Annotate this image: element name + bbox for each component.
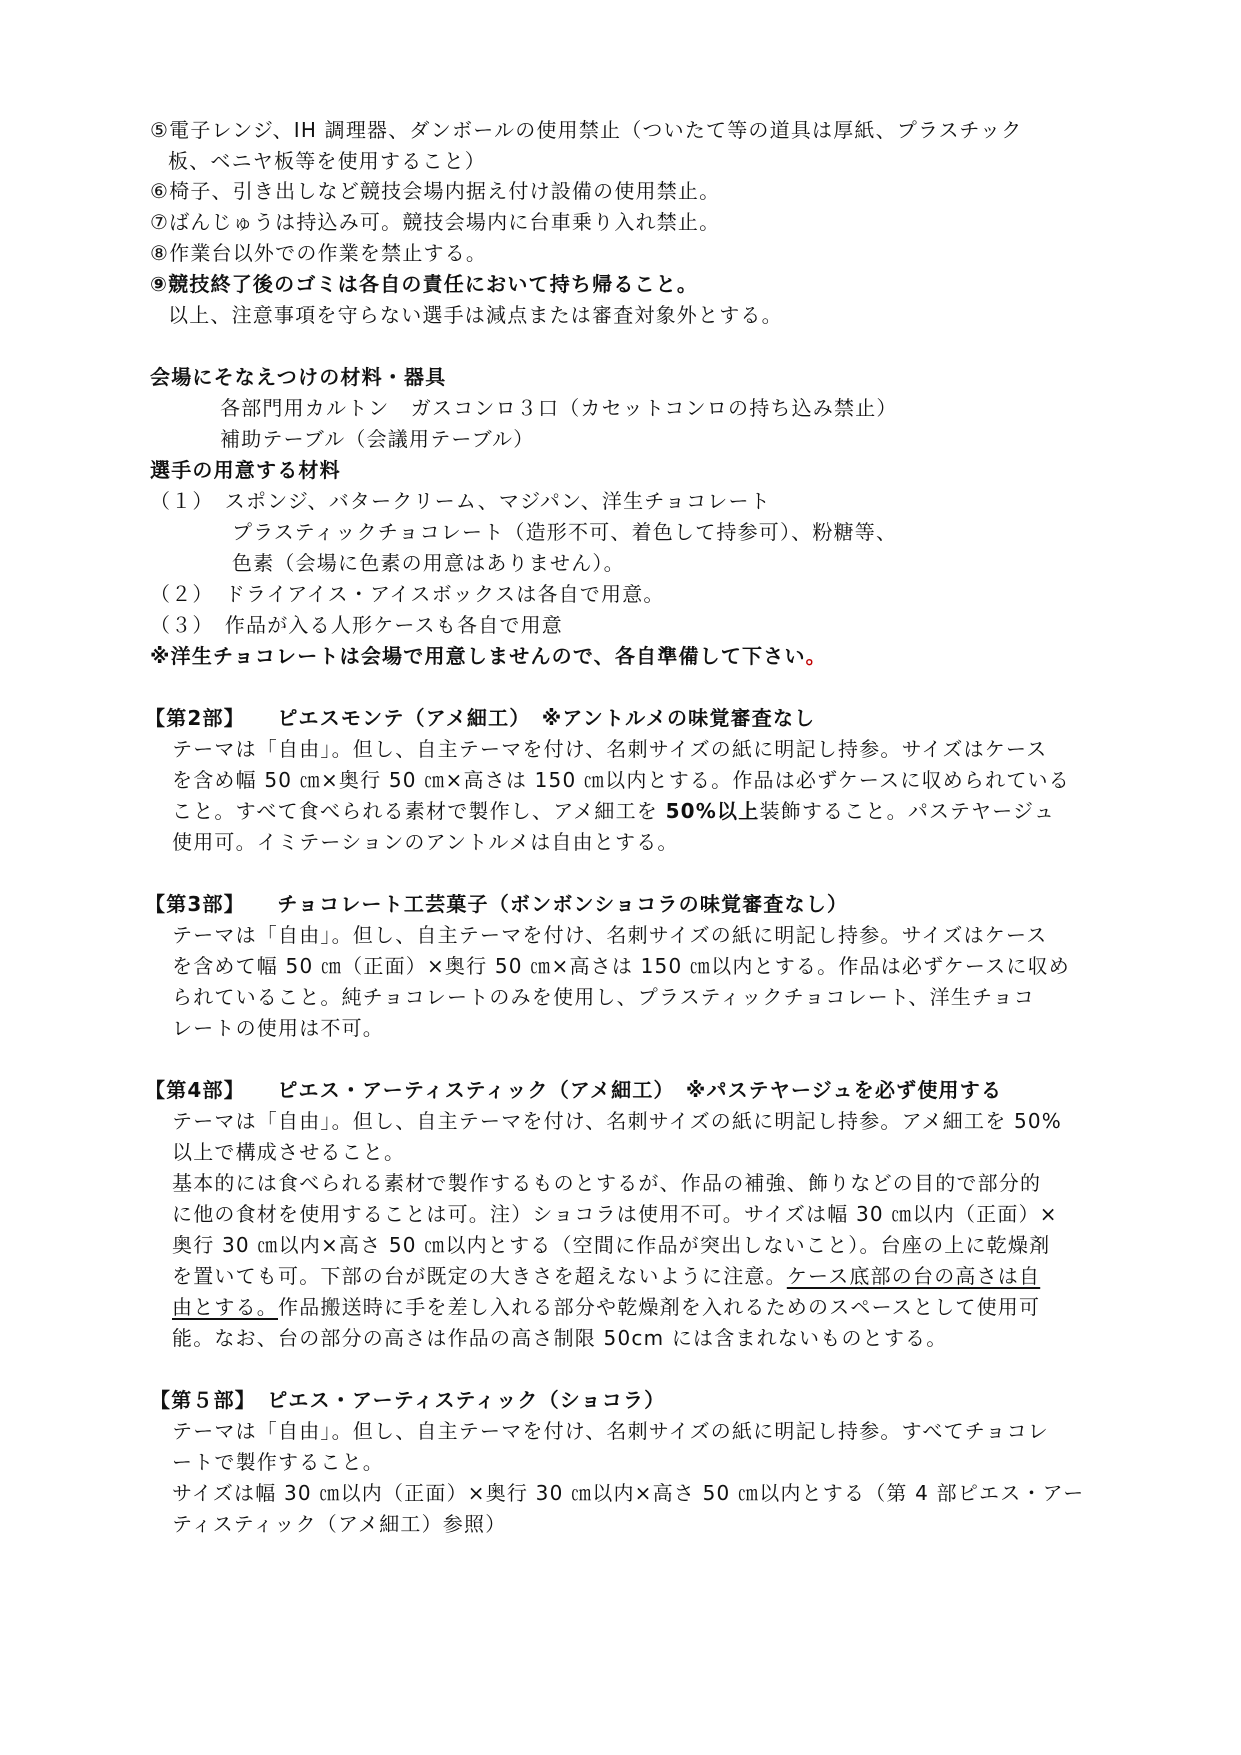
part5-line-3: サイズは幅 30 ㎝以内（正面）×奥行 30 ㎝以内×高さ 50 ㎝以内とする（第 4 部ピエス・アー bbox=[172, 1481, 1085, 1505]
contestant-item-2: （２） ドライアイス・アイスボックスは各自で用意。 bbox=[150, 582, 665, 606]
part4-line-7 bbox=[172, 1292, 1040, 1322]
contestant-item-3: （３） 作品が入る人形ケースも各自で用意 bbox=[150, 613, 563, 637]
part4-line-7-underlined: 由とする。 bbox=[172, 1295, 278, 1319]
rule-7: ⑦ばんじゅうは持込み可。競技会場内に台車乗り入れ禁止。 bbox=[150, 210, 721, 234]
contestant-note-text: ※洋生チョコレートは会場で用意しませんので、各自準備して下さい bbox=[150, 644, 806, 668]
part2-line-3-a: こと。すべて食べられる素材で製作し、アメ細工を bbox=[172, 799, 666, 823]
contestant-item-1-line-2: プラスティックチョコレート（造形不可、着色して持参可）、粉糖等、 bbox=[232, 520, 898, 544]
part3-line-3: られていること。純チョコレートのみを使用し、プラスティックチョコレート、洋生チョコ bbox=[172, 985, 1035, 1009]
venue-item-1: 各部門用カルトン ガスコンロ３口（カセットコンロの持ち込み禁止） bbox=[220, 396, 898, 420]
part3-line-2: を含めて幅 50 ㎝（正面）×奥行 50 ㎝×高さは 150 ㎝以内とする。作品は必ずケースに収め bbox=[172, 954, 1070, 978]
part4-line-7-b: 作品搬送時に手を差し入れる部分や乾燥剤を入れるためのスペースとして使用可 bbox=[278, 1295, 1041, 1319]
contestant-heading: 選手の用意する材料 bbox=[150, 458, 341, 482]
part2-heading: 【第2部】 ピエスモンテ（アメ細工） ※アントルメの味覚審査なし bbox=[145, 706, 816, 730]
part3-line-1: テーマは「自由」。但し、自主テーマを付け、名刺サイズの紙に明記し持参。サイズはケース bbox=[172, 923, 1048, 947]
contestant-note bbox=[150, 641, 827, 671]
contestant-item-1-line-3: 色素（会場に色素の用意はありません）。 bbox=[232, 551, 625, 575]
part4-line-6-underlined: ケース底部の台の高さは自 bbox=[786, 1264, 1041, 1288]
part2-line-2: を含め幅 50 ㎝×奥行 50 ㎝×高さは 150 ㎝以内とする。作品は必ずケースに収められている bbox=[172, 768, 1070, 792]
penalty-note: 以上、注意事項を守らない選手は減点または審査対象外とする。 bbox=[168, 303, 783, 327]
rule-8: ⑧作業台以外での作業を禁止する。 bbox=[150, 241, 488, 265]
part3-heading: 【第3部】 チョコレート工芸菓子（ボンボンショコラの味覚審査なし） bbox=[145, 892, 849, 916]
part4-line-2: 以上で構成させること。 bbox=[172, 1140, 406, 1164]
part4-line-6 bbox=[172, 1261, 1040, 1291]
part2-line-1: テーマは「自由」。但し、自主テーマを付け、名刺サイズの紙に明記し持参。サイズはケース bbox=[172, 737, 1048, 761]
part2-line-3-emphasis: 50%以上 bbox=[665, 799, 760, 823]
part4-line-6-a: を置いても可。下部の台が既定の大きさを超えないように注意。 bbox=[172, 1264, 787, 1288]
part4-line-5: 奥行 30 ㎝以内×高さ 50 ㎝以内とする（空間に作品が突出しないこと）。台座の上に乾燥剤 bbox=[172, 1233, 1051, 1257]
contestant-note-period: 。 bbox=[805, 644, 827, 668]
part4-line-4: に他の食材を使用することは可。注）ショコラは使用不可。サイズは幅 30 ㎝以内（正面）× bbox=[172, 1202, 1058, 1226]
part5-line-4: ティスティック（アメ細工）参照） bbox=[172, 1512, 507, 1536]
venue-item-2: 補助テーブル（会議用テーブル） bbox=[220, 427, 535, 451]
part2-line-3-c: 装飾すること。パステヤージュ bbox=[759, 799, 1056, 823]
part4-line-8: 能。なお、台の部分の高さは作品の高さ制限 50cm には含まれないものとする。 bbox=[172, 1326, 948, 1350]
rule-5-line-2: 板、ベニヤ板等を使用すること） bbox=[168, 149, 486, 173]
contestant-item-1-line-1: （１） スポンジ、バタークリーム、マジパン、洋生チョコレート bbox=[150, 489, 771, 513]
part4-heading: 【第4部】 ピエス・アーティスティック（アメ細工） ※パステヤージュを必ず使用する bbox=[145, 1078, 1003, 1102]
part5-line-2: ートで製作すること。 bbox=[172, 1450, 384, 1474]
part5-heading: 【第５部】 ピエス・アーティスティック（ショコラ） bbox=[150, 1388, 666, 1412]
part4-line-3: 基本的には食べられる素材で製作するものとするが、作品の補強、飾りなどの目的で部分的 bbox=[172, 1171, 1042, 1195]
rule-6: ⑥椅子、引き出しなど競技会場内据え付け設備の使用禁止。 bbox=[150, 179, 721, 203]
rule-9: ⑨競技終了後のゴミは各自の責任において持ち帰ること。 bbox=[150, 272, 699, 296]
rule-5-line-1: ⑤電子レンジ、IH 調理器、ダンボールの使用禁止（ついたて等の道具は厚紙、プラスチック bbox=[150, 118, 1023, 142]
part2-line-4: 使用可。イミテーションのアントルメは自由とする。 bbox=[172, 830, 679, 854]
part3-line-4: レートの使用は不可。 bbox=[172, 1016, 384, 1040]
part2-line-3 bbox=[172, 796, 1055, 826]
venue-heading: 会場にそなえつけの材料・器具 bbox=[150, 365, 447, 389]
part5-line-1: テーマは「自由」。但し、自主テーマを付け、名刺サイズの紙に明記し持参。すべてチョコレ bbox=[172, 1419, 1049, 1443]
part4-line-1: テーマは「自由」。但し、自主テーマを付け、名刺サイズの紙に明記し持参。アメ細工を 50% bbox=[172, 1109, 1063, 1133]
